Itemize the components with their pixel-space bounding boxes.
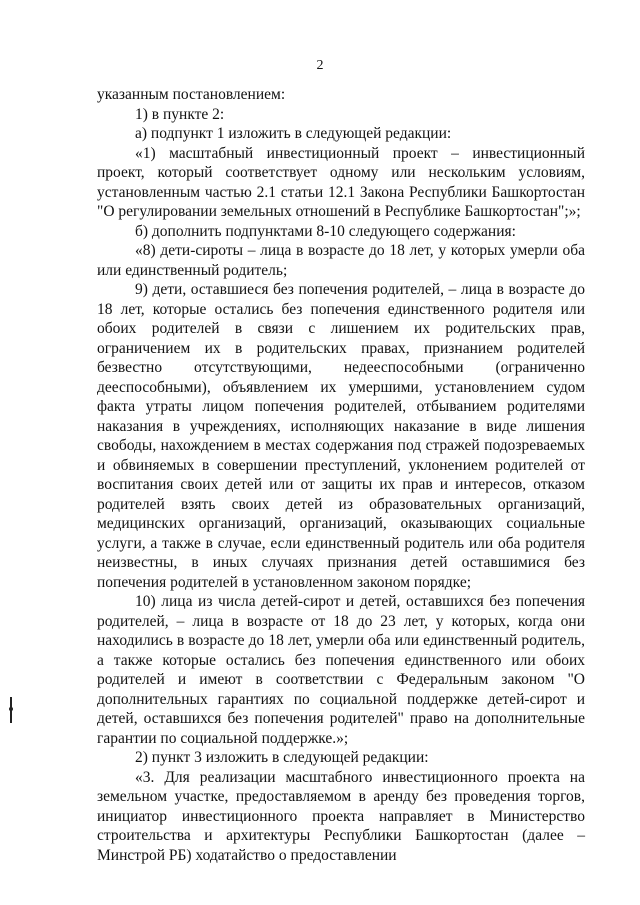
paragraph-definition-9: 9) дети, оставшиеся без попечения родителей, – лица в возрасте до 18 лет, которые остались без попечения единственного родителя или обоих родителей в связи с лишением их родительских прав, ограничением их в родительских правах, признанием родителей безвестно отсутствующими, недееспособными (ограниченно дееспособными), объявлением их умершими, установлением судом факта утраты лицом попечения родителей, отбыванием родителями наказания в учреждениях, исполняющих наказание в виде лишения свободы, нахождением в местах содержания под стражей подозреваемых и обвиняемых в совершении преступлений, уклонением родителей от воспитания своих детей или от защиты их прав и интересов, отказом родителей взять своих детей из образовательных организаций, медицинских организаций, организаций, оказывающих социальные услуги, а также в случае, если единственный родитель или оба родителя неизвестны, в иных случаях признания детей оставшимися без попечения родителей в установленном законом порядке;	[97, 281, 585, 591]
paragraph-subitem-b: б) дополнить подпунктами 8-10 следующего содержания:	[135, 222, 516, 240]
paragraph-item-2: 2) пункт 3 изложить в следующей редакции:	[135, 749, 429, 766]
page-number: 2	[316, 58, 324, 73]
margin-mark	[10, 697, 12, 723]
paragraph-definition-1: «1) масштабный инвестиционный проект – инвестиционный проект, который соответствует одному или нескольким условиям, установленным частью 2.1 статьи 12.1 Закона Республики Башкортостан "О регулировании земельных отношений в Республике Башкортостан";»;	[97, 144, 585, 220]
paragraph-definition-8: «8) дети-сироты – лица в возрасте до 18 лет, у которых умерли оба или единственный родитель;	[97, 242, 585, 279]
document-body	[97, 85, 585, 865]
paragraph-clause-3: «3. Для реализации масштабного инвестиционного проекта на земельном участке, предоставляемом в аренду без проведения торгов, инициатор инвестиционного проекта направляет в Министерство строительства и архитектуры Республики Башкортостан (далее – Минстрой РБ) ходатайство о предоставлении	[97, 768, 585, 864]
paragraph-item-1: 1) в пункте 2:	[135, 105, 225, 123]
paragraph-intro: указанным постановлением:	[97, 86, 286, 103]
paragraph-definition-10: 10) лица из числа детей-сирот и детей, оставшихся без попечения родителей, – лица в возрасте от 18 до 23 лет, у которых, когда они находились в возрасте до 18 лет, умерли оба или единственный родитель, а также которые остались без попечения единственного или обоих родителей и имеют в соответствии с Федеральным законом "О дополнительных гарантиях по социальной поддержке детей-сирот и детей, оставшихся без попечения родителей" право на дополнительные гарантии по социальной поддержке.»;	[97, 593, 585, 747]
paragraph-subitem-a: а) подпункт 1 изложить в следующей редакции:	[135, 125, 452, 142]
